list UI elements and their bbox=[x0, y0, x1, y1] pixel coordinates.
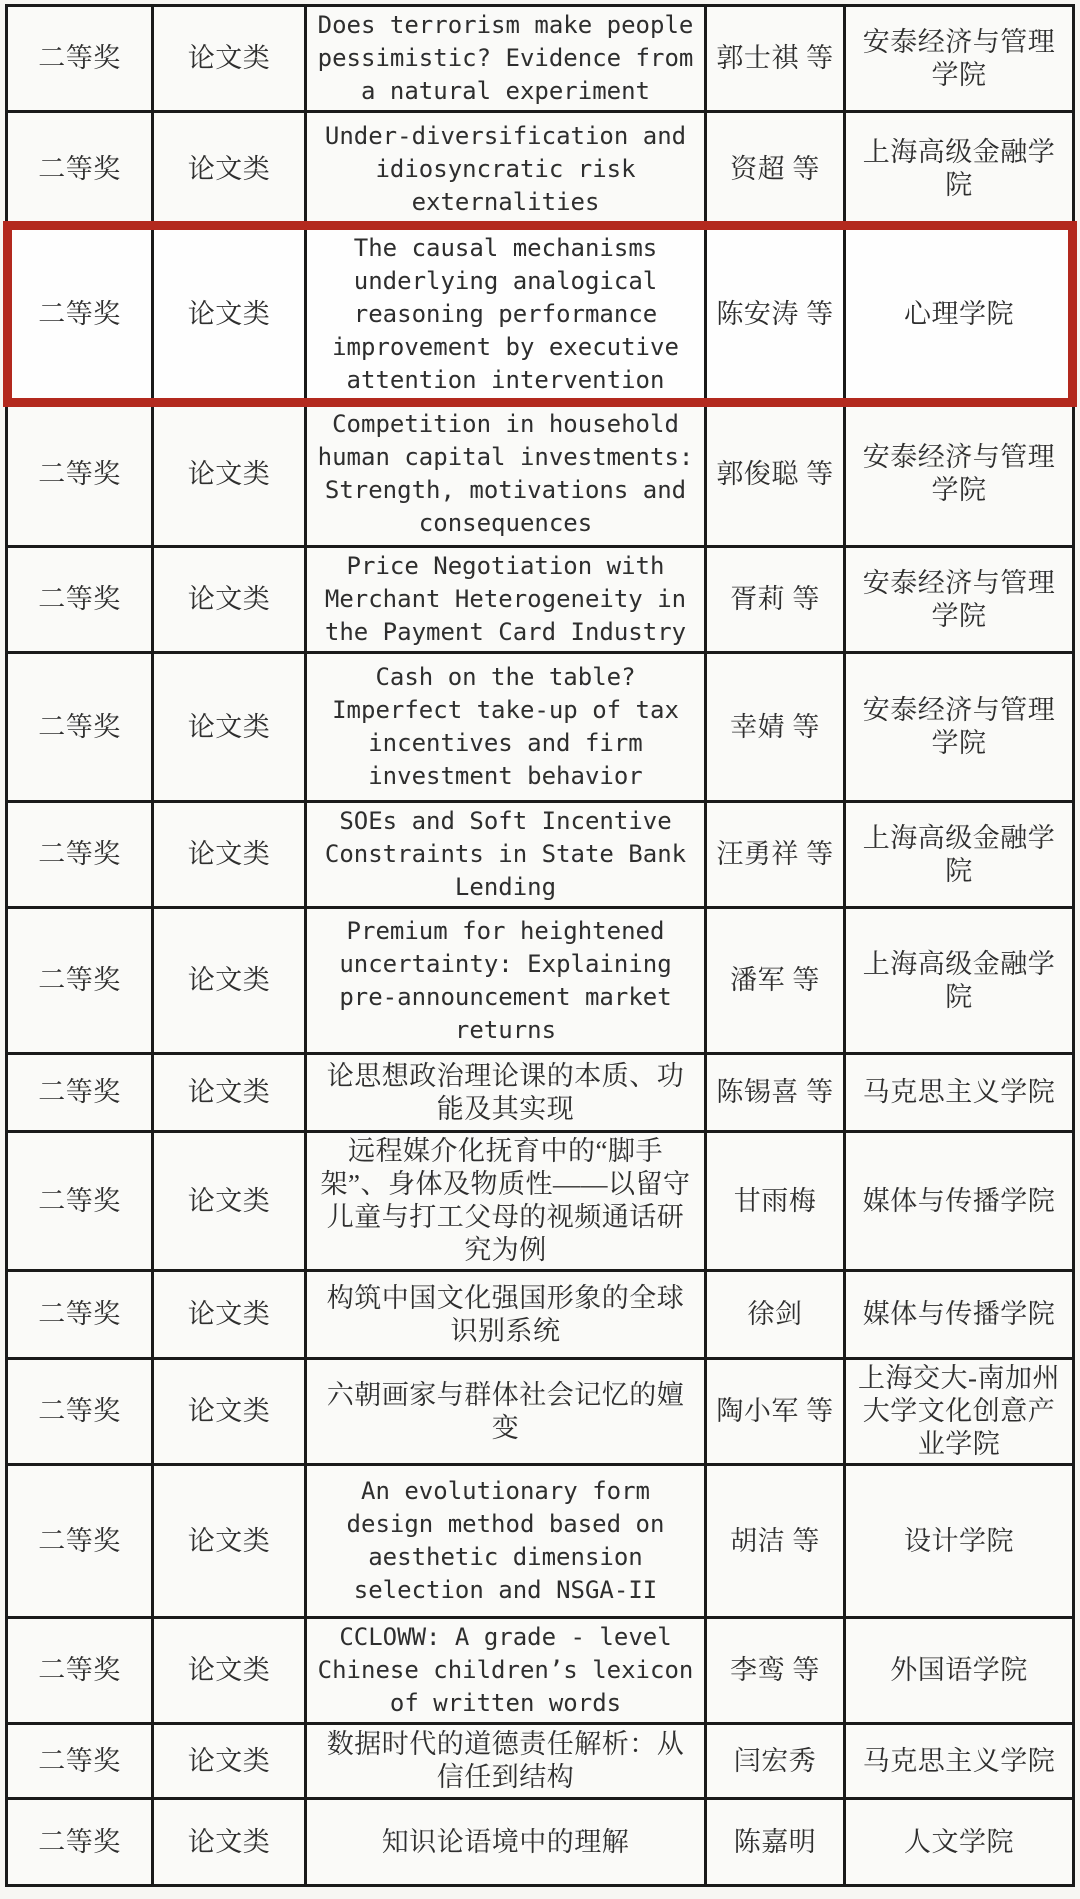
category-cell: 论文类 bbox=[151, 1800, 304, 1884]
title-cell: 构筑中国文化强国形象的全球识别系统 bbox=[304, 1272, 704, 1357]
school-cell: 马克思主义学院 bbox=[843, 1725, 1072, 1797]
table-row bbox=[8, 1463, 1072, 1616]
award-cell: 二等奖 bbox=[38, 1077, 121, 1107]
category-cell: 论文类 bbox=[151, 654, 304, 800]
title-cell: The causal mechanisms underlying analogical reasoning performance improvement by executive attention intervention bbox=[304, 228, 704, 400]
category-cell: 论文类 bbox=[151, 803, 304, 906]
award-cell: 二等奖 bbox=[38, 584, 121, 614]
authors-cell: 汪勇祥 等 bbox=[704, 803, 843, 906]
table-row bbox=[8, 1052, 1072, 1130]
table-row bbox=[8, 400, 1072, 545]
title-cell: 论思想政治理论课的本质、功能及其实现 bbox=[304, 1055, 704, 1130]
award-cell: 二等奖 bbox=[38, 458, 121, 489]
award-cell: 二等奖 bbox=[38, 153, 121, 184]
authors-cell: 郭俊聪 等 bbox=[704, 403, 843, 545]
table-row bbox=[8, 225, 1072, 400]
award-cell: 二等奖 bbox=[38, 839, 121, 869]
title-cell: 知识论语境中的理解 bbox=[304, 1800, 704, 1884]
award-cell: 二等奖 bbox=[38, 965, 121, 995]
title-cell: CCLOWW: A grade - level Chinese children’s lexicon of written words bbox=[304, 1619, 704, 1722]
title-cell: Price Negotiation with Merchant Heterogeneity in the Payment Card Industry bbox=[304, 548, 704, 651]
school-cell: 安泰经济与管理学院 bbox=[843, 403, 1072, 545]
award-cell: 二等奖 bbox=[38, 711, 121, 742]
title-cell: 远程媒介化抚育中的“脚手架”、身体及物质性——以留守儿童与打工父母的视频通话研究为例 bbox=[304, 1133, 704, 1269]
authors-cell: 陈安涛 等 bbox=[704, 228, 843, 400]
award-cell: 二等奖 bbox=[38, 43, 121, 73]
school-cell: 人文学院 bbox=[843, 1800, 1072, 1884]
category-cell: 论文类 bbox=[151, 1133, 304, 1269]
school-cell: 安泰经济与管理学院 bbox=[843, 654, 1072, 800]
category-cell: 论文类 bbox=[151, 1360, 304, 1463]
category-cell: 论文类 bbox=[151, 1055, 304, 1130]
school-cell: 外国语学院 bbox=[843, 1619, 1072, 1722]
authors-cell: 郭士祺 等 bbox=[704, 7, 843, 110]
title-cell: Competition in household human capital investments: Strength, motivations and consequences bbox=[304, 403, 704, 545]
category-cell: 论文类 bbox=[151, 548, 304, 651]
title-cell: An evolutionary form design method based on aesthetic dimension selection and NSGA-II bbox=[304, 1466, 704, 1616]
table-row bbox=[8, 651, 1072, 800]
authors-cell: 资超 等 bbox=[704, 113, 843, 225]
category-cell: 论文类 bbox=[151, 1619, 304, 1722]
category-cell: 论文类 bbox=[151, 228, 304, 400]
award-cell: 二等奖 bbox=[38, 298, 121, 329]
authors-cell: 甘雨梅 bbox=[704, 1133, 843, 1269]
table-row bbox=[8, 1269, 1072, 1357]
authors-cell: 幸婧 等 bbox=[704, 654, 843, 800]
category-cell: 论文类 bbox=[151, 7, 304, 110]
award-cell: 二等奖 bbox=[38, 1745, 121, 1776]
school-cell: 设计学院 bbox=[843, 1466, 1072, 1616]
school-cell: 上海高级金融学院 bbox=[843, 909, 1072, 1052]
table-row bbox=[8, 7, 1072, 110]
school-cell: 上海高级金融学院 bbox=[843, 113, 1072, 225]
award-cell: 二等奖 bbox=[38, 1525, 121, 1556]
authors-cell: 陈嘉明 bbox=[704, 1800, 843, 1884]
award-cell: 二等奖 bbox=[38, 1655, 121, 1685]
category-cell: 论文类 bbox=[151, 403, 304, 545]
school-cell: 马克思主义学院 bbox=[843, 1055, 1072, 1130]
category-cell: 论文类 bbox=[151, 1272, 304, 1357]
award-cell: 二等奖 bbox=[38, 1826, 121, 1857]
table-row bbox=[8, 1616, 1072, 1722]
school-cell: 媒体与传播学院 bbox=[843, 1133, 1072, 1269]
table-row bbox=[8, 1130, 1072, 1269]
authors-cell: 闫宏秀 bbox=[704, 1725, 843, 1797]
title-cell: 六朝画家与群体社会记忆的嬗变 bbox=[304, 1360, 704, 1463]
category-cell: 论文类 bbox=[151, 909, 304, 1052]
authors-cell: 陈锡喜 等 bbox=[704, 1055, 843, 1130]
awards-table bbox=[5, 4, 1075, 1887]
school-cell: 上海高级金融学院 bbox=[843, 803, 1072, 906]
authors-cell: 徐剑 bbox=[704, 1272, 843, 1357]
school-cell: 安泰经济与管理学院 bbox=[843, 548, 1072, 651]
award-cell: 二等奖 bbox=[38, 1396, 121, 1426]
authors-cell: 李鸾 等 bbox=[704, 1619, 843, 1722]
category-cell: 论文类 bbox=[151, 113, 304, 225]
school-cell: 心理学院 bbox=[843, 228, 1072, 400]
category-cell: 论文类 bbox=[151, 1466, 304, 1616]
table-row bbox=[8, 545, 1072, 651]
title-cell: Premium for heightened uncertainty: Explaining pre-announcement market returns bbox=[304, 909, 704, 1052]
school-cell: 上海交大-南加州大学文化创意产业学院 bbox=[843, 1360, 1072, 1463]
table-row bbox=[8, 110, 1072, 225]
award-cell: 二等奖 bbox=[38, 1299, 121, 1329]
authors-cell: 潘军 等 bbox=[704, 909, 843, 1052]
category-cell: 论文类 bbox=[151, 1725, 304, 1797]
title-cell: SOEs and Soft Incentive Constraints in State Bank Lending bbox=[304, 803, 704, 906]
table-row bbox=[8, 800, 1072, 906]
school-cell: 安泰经济与管理学院 bbox=[843, 7, 1072, 110]
title-cell: Cash on the table? Imperfect take-up of tax incentives and firm investment behavior bbox=[304, 654, 704, 800]
authors-cell: 陶小军 等 bbox=[704, 1360, 843, 1463]
authors-cell: 胥莉 等 bbox=[704, 548, 843, 651]
award-cell: 二等奖 bbox=[38, 1185, 121, 1216]
table-row bbox=[8, 1722, 1072, 1797]
authors-cell: 胡洁 等 bbox=[704, 1466, 843, 1616]
table-row bbox=[8, 1357, 1072, 1463]
school-cell: 媒体与传播学院 bbox=[843, 1272, 1072, 1357]
title-cell: 数据时代的道德责任解析：从信任到结构 bbox=[304, 1725, 704, 1797]
title-cell: Does terrorism make people pessimistic? Evidence from a natural experiment bbox=[304, 7, 704, 110]
title-cell: Under-diversification and idiosyncratic risk externalities bbox=[304, 113, 704, 225]
table-row bbox=[8, 906, 1072, 1052]
